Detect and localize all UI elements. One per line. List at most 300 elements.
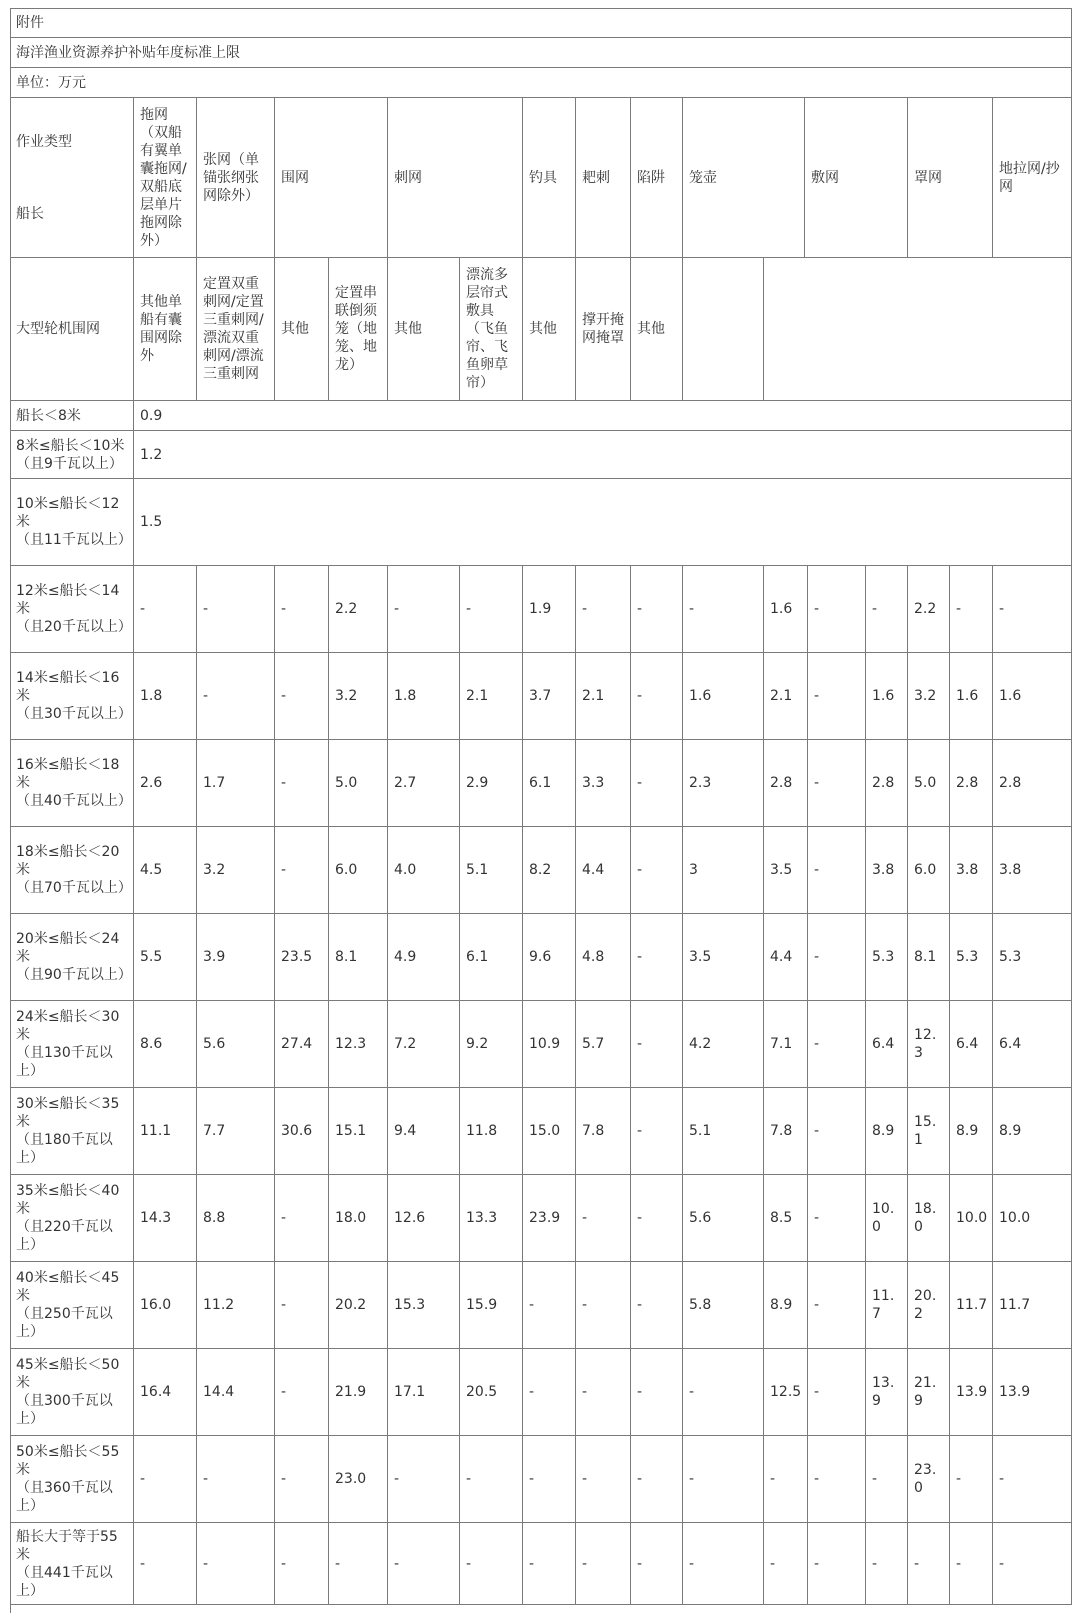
table-cell: [908, 653, 950, 740]
row-label: [10, 431, 134, 479]
table-cell-text: -: [140, 1555, 146, 1572]
table-cell: [576, 914, 631, 1001]
table-cell-text: -: [140, 1471, 146, 1487]
table-cell: [275, 1436, 329, 1523]
table-cell-text: -: [637, 1471, 643, 1487]
table-cell-text: -: [466, 601, 472, 617]
table-cell: [764, 1001, 808, 1088]
table-cell-text: 9.6: [529, 949, 552, 965]
header-type-7-text: 笼壶: [689, 169, 717, 186]
row-label-text: 20米≤船长＜24米 （且90千瓦以上）: [16, 931, 132, 983]
table-cell-text: 3.3: [582, 775, 605, 791]
table-cell-text: -: [529, 1384, 535, 1400]
table-cell-text: 1.9: [529, 601, 552, 617]
header-subtype-7: [576, 258, 631, 401]
table-cell-text: -: [203, 1555, 209, 1572]
table-cell: [866, 1523, 908, 1605]
table-cell-text: 13.3: [466, 1210, 498, 1226]
table-cell: [683, 653, 764, 740]
table-cell-text: -: [637, 775, 643, 791]
table-cell-text: 3.2: [203, 862, 226, 878]
row-label: [10, 1175, 134, 1262]
table-cell: [764, 1262, 808, 1349]
table-cell: [993, 1523, 1072, 1605]
table-cell-text: 20.2: [335, 1297, 367, 1313]
table-cell-text: 2.2: [914, 601, 937, 617]
table-cell: [197, 1436, 275, 1523]
table-cell-text: 6.0: [914, 862, 937, 878]
table-cell-text: 1.8: [394, 688, 417, 704]
table-cell: [576, 1175, 631, 1262]
table-cell-text: 9.4: [394, 1123, 417, 1139]
table-cell: [275, 1175, 329, 1262]
table-cell-text: -: [466, 1555, 472, 1572]
table-cell: [631, 653, 683, 740]
table-cell: [764, 914, 808, 1001]
header-corner-text: 作业类型 船长: [16, 133, 72, 222]
table-cell-text: -: [582, 1297, 588, 1313]
table-cell-text: -: [814, 775, 820, 791]
table-cell: [950, 1001, 993, 1088]
table-cell-text: 5.7: [582, 1036, 605, 1052]
header-subtype-7-text: 撑开掩网掩罩: [582, 312, 624, 346]
table-cell-text: 8.8: [203, 1210, 226, 1226]
table-cell: [631, 1436, 683, 1523]
table-cell: [950, 1436, 993, 1523]
merged-value-cell: [134, 479, 1072, 566]
table-cell: [275, 566, 329, 653]
table-cell: [764, 827, 808, 914]
table-cell: [523, 1088, 576, 1175]
table-cell-text: 5.6: [203, 1036, 226, 1052]
header-type-6-text: 陷阱: [637, 169, 665, 186]
table-cell: [808, 653, 866, 740]
table-cell: [576, 1349, 631, 1436]
row-label-text: 24米≤船长＜30米 （且130千瓦以上）: [16, 1009, 120, 1079]
table-cell: [631, 827, 683, 914]
table-cell-text: 2.7: [394, 775, 417, 791]
table-cell-text: 6.0: [335, 862, 358, 878]
table-cell: [764, 1523, 808, 1605]
table-cell: [908, 1175, 950, 1262]
table-cell: [197, 1349, 275, 1436]
header-type-1: [197, 98, 275, 258]
table-cell-text: 5.3: [956, 949, 979, 965]
table-cell-text: -: [281, 1384, 287, 1400]
table-cell-text: -: [814, 1123, 820, 1139]
table-cell: [631, 1088, 683, 1175]
table-cell: [808, 1523, 866, 1605]
table-cell: [866, 1001, 908, 1088]
table-cell: [808, 827, 866, 914]
table-cell-text: -: [872, 1555, 878, 1572]
table-cell: [576, 1262, 631, 1349]
table-cell-text: 1.7: [203, 775, 226, 791]
table-cell-text: 4.4: [582, 862, 605, 878]
row-label: [10, 566, 134, 653]
header-subtype-6: [523, 258, 576, 401]
table-cell-text: -: [529, 1471, 535, 1487]
table-cell-text: 5.3: [999, 949, 1022, 965]
table-cell-text: 7.8: [582, 1123, 605, 1139]
header-type-0: [134, 98, 197, 258]
table-cell-text: 10.0: [872, 1201, 895, 1235]
row-label: [10, 1001, 134, 1088]
table-cell-text: -: [582, 1555, 588, 1572]
table-cell: [631, 566, 683, 653]
table-cell: [683, 1088, 764, 1175]
table-cell-text: -: [281, 862, 287, 878]
table-cell: [993, 827, 1072, 914]
table-cell-text: -: [999, 1555, 1005, 1572]
table-cell-text: 14.3: [140, 1210, 172, 1226]
table-cell-text: -: [872, 1471, 878, 1487]
table-cell-text: -: [394, 1555, 400, 1572]
attachment-label: [10, 8, 1072, 38]
header-type-0-text: 拖网（双船有翼单囊拖网/双船底层单片拖网除外）: [140, 106, 187, 249]
table-cell: [460, 1175, 523, 1262]
table-cell-text: -: [956, 1471, 962, 1487]
table-cell-text: 2.8: [956, 775, 979, 791]
table-cell: [275, 1088, 329, 1175]
row-label-text: 35米≤船长＜40米 （且220千瓦以上）: [16, 1183, 120, 1253]
header-type-10-text: 地拉网/抄网: [999, 160, 1060, 195]
table-cell: [866, 740, 908, 827]
header-subtype-8-text: 其他: [637, 321, 665, 337]
table-cell: [275, 740, 329, 827]
table-cell-text: -: [281, 1210, 287, 1226]
table-cell-text: -: [637, 1123, 643, 1139]
table-cell-text: -: [281, 1297, 287, 1313]
table-cell: [993, 566, 1072, 653]
header-subtype-2: [275, 258, 329, 401]
table-cell-text: 11.7: [999, 1297, 1031, 1313]
table-cell: [950, 740, 993, 827]
table-cell: [329, 914, 388, 1001]
table-cell: [523, 827, 576, 914]
table-cell: [908, 1436, 950, 1523]
header-subtype-8: [631, 258, 683, 401]
table-cell: [460, 1436, 523, 1523]
merged-value-cell-text: 0.9: [140, 407, 163, 424]
table-cell-text: 15.9: [466, 1297, 498, 1313]
table-cell: [683, 740, 764, 827]
table-cell-text: 13.9: [999, 1384, 1031, 1400]
header-subtype-2-text: 其他: [281, 321, 309, 337]
table-cell-text: 15.1: [914, 1114, 937, 1148]
table-cell: [683, 1175, 764, 1262]
table-cell-text: 3: [689, 862, 698, 878]
table-cell-text: 8.6: [140, 1036, 163, 1052]
table-cell-text: 2.1: [582, 688, 605, 704]
table-cell-text: -: [637, 601, 643, 617]
table-cell-text: 1.6: [689, 688, 712, 704]
table-cell-text: 3.5: [770, 862, 793, 878]
table-cell-text: 8.9: [872, 1123, 895, 1139]
table-cell: [329, 1523, 388, 1605]
table-cell: [197, 1001, 275, 1088]
table-cell: [134, 653, 197, 740]
table-cell: [329, 1088, 388, 1175]
row-label-text: 45米≤船长＜50米 （且300千瓦以上）: [16, 1357, 120, 1427]
table-cell: [631, 740, 683, 827]
table-cell-text: 12.6: [394, 1210, 426, 1226]
table-cell: [134, 914, 197, 1001]
table-cell: [631, 1175, 683, 1262]
table-cell-text: 1.6: [770, 601, 793, 617]
table-cell-text: -: [814, 1471, 820, 1487]
table-cell-text: -: [203, 1471, 209, 1487]
table-cell-text: -: [956, 1555, 962, 1572]
table-cell: [993, 1349, 1072, 1436]
table-cell-text: 3.7: [529, 688, 552, 704]
table-cell: [460, 566, 523, 653]
table-cell-text: 2.9: [466, 775, 489, 791]
table-cell: [329, 653, 388, 740]
table-cell: [908, 1001, 950, 1088]
table-cell: [329, 1175, 388, 1262]
table-cell: [950, 1262, 993, 1349]
header-type-9: [908, 98, 993, 258]
table-cell: [683, 566, 764, 653]
table-cell: [683, 1523, 764, 1605]
row-label-text: 30米≤船长＜35米 （且180千瓦以上）: [16, 1096, 120, 1166]
table-cell: [460, 653, 523, 740]
table-cell: [275, 1349, 329, 1436]
table-cell: [764, 653, 808, 740]
table-cell-text: -: [281, 601, 287, 617]
table-cell: [993, 740, 1072, 827]
table-cell: [460, 1001, 523, 1088]
table-cell: [993, 1175, 1072, 1262]
merged-value-cell: [134, 431, 1072, 479]
header-subtype-6-text: 其他: [529, 321, 557, 337]
table-cell: [197, 1175, 275, 1262]
table-cell: [197, 653, 275, 740]
table-cell: [388, 914, 460, 1001]
table-cell-text: 18.0: [914, 1201, 937, 1235]
table-cell: [388, 1001, 460, 1088]
table-cell-text: -: [140, 601, 146, 617]
header-subtype-1: [197, 258, 275, 401]
table-cell: [523, 1175, 576, 1262]
header-type-5-text: 耙刺: [582, 169, 610, 186]
header-corner: [10, 98, 134, 258]
table-cell-text: 4.9: [394, 949, 417, 965]
header-type-7: [683, 98, 805, 258]
table-cell-text: 5.5: [140, 949, 163, 965]
table-cell-text: -: [814, 949, 820, 965]
table-cell: [576, 827, 631, 914]
table-cell: [134, 1523, 197, 1605]
table-cell: [808, 1175, 866, 1262]
header-type-8: [805, 98, 908, 258]
row-label: [10, 479, 134, 566]
table-cell: [950, 914, 993, 1001]
table-cell: [683, 827, 764, 914]
table-cell: [388, 1088, 460, 1175]
table-cell: [683, 1349, 764, 1436]
header-subtype-9: [683, 258, 764, 401]
table-cell: [866, 827, 908, 914]
table-cell: [866, 1088, 908, 1175]
table-cell-text: 3.8: [872, 862, 895, 878]
table-cell-text: 8.2: [529, 862, 552, 878]
table-cell: [576, 1001, 631, 1088]
row-label-text: 12米≤船长＜14米 （且20千瓦以上）: [16, 583, 132, 635]
table-cell-text: -: [814, 1210, 820, 1226]
table-cell: [576, 566, 631, 653]
table-cell: [388, 1523, 460, 1605]
table-cell: [329, 1001, 388, 1088]
row-label-text: 16米≤船长＜18米 （且40千瓦以上）: [16, 757, 132, 809]
table-cell-text: -: [770, 1471, 776, 1487]
table-cell: [808, 1262, 866, 1349]
table-cell: [523, 566, 576, 653]
table-cell-text: 2.1: [466, 688, 489, 704]
table-cell: [134, 1262, 197, 1349]
table-cell: [576, 1088, 631, 1175]
table-cell-text: -: [770, 1555, 776, 1572]
table-cell: [523, 1349, 576, 1436]
table-cell-text: -: [872, 601, 878, 617]
table-cell-text: 15.1: [335, 1123, 367, 1139]
table-cell: [329, 1349, 388, 1436]
table-cell-text: -: [637, 1297, 643, 1313]
table-cell: [523, 653, 576, 740]
table-cell-text: -: [814, 1036, 820, 1052]
table-cell: [275, 653, 329, 740]
table-cell-text: -: [637, 1210, 643, 1226]
table-cell: [866, 1175, 908, 1262]
header-subtype-1-text: 定置双重刺网/定置三重刺网/漂流双重刺网/漂流三重刺网: [203, 276, 264, 382]
table-cell-text: 2.1: [770, 688, 793, 704]
unit-label-text: 单位：万元: [16, 74, 86, 91]
table-cell-text: -: [956, 601, 962, 617]
table-cell-text: -: [281, 1555, 287, 1572]
table-cell: [388, 566, 460, 653]
table-cell-text: 21.9: [914, 1375, 937, 1409]
header-subtype-3-text: 定置串联倒须笼（地笼、地龙）: [335, 285, 377, 373]
header-subtype-0-text: 其他单船有囊围网除外: [140, 294, 182, 364]
table-cell-text: 3.8: [956, 862, 979, 878]
header-type-5: [576, 98, 631, 258]
table-cell-text: -: [394, 1471, 400, 1487]
table-cell: [993, 1001, 1072, 1088]
table-cell: [134, 740, 197, 827]
table-cell: [950, 1088, 993, 1175]
table-cell-text: 7.7: [203, 1123, 226, 1139]
table-cell-text: -: [203, 601, 209, 617]
table-cell-text: -: [689, 601, 695, 617]
table-cell-text: 2.3: [689, 775, 712, 791]
table-cell-text: 2.8: [872, 775, 895, 791]
row-label: [10, 827, 134, 914]
table-cell: [950, 827, 993, 914]
table-cell-text: 7.2: [394, 1036, 417, 1052]
row-label: [10, 1262, 134, 1349]
table-cell-text: 12.3: [335, 1036, 367, 1052]
header-subtype-4: [388, 258, 460, 401]
table-cell: [197, 827, 275, 914]
table-cell: [808, 1436, 866, 1523]
table-cell-text: -: [529, 1297, 535, 1313]
table-cell-text: -: [637, 1036, 643, 1052]
table-cell-text: -: [637, 862, 643, 878]
table-cell: [866, 914, 908, 1001]
table-cell: [866, 653, 908, 740]
table-cell-text: -: [582, 1471, 588, 1487]
table-cell-text: 8.5: [770, 1210, 793, 1226]
attachment-label-text: 附件: [16, 14, 44, 31]
row-label: [10, 914, 134, 1001]
header-type-8-text: 敷网: [811, 169, 839, 186]
header-type-4: [523, 98, 576, 258]
table-cell-text: 4.4: [770, 949, 793, 965]
table-cell: [197, 1523, 275, 1605]
table-cell: [329, 1436, 388, 1523]
table-cell: [866, 1349, 908, 1436]
table-cell-text: 23.0: [914, 1462, 937, 1496]
header-subtype-0: [134, 258, 197, 401]
table-cell: [275, 914, 329, 1001]
table-cell-text: -: [689, 1384, 695, 1400]
table-cell-text: 2.2: [335, 601, 358, 617]
table-cell-text: 6.4: [956, 1036, 979, 1052]
table-cell-text: -: [582, 1210, 588, 1226]
table-title-text: 海洋渔业资源养护补贴年度标准上限: [16, 44, 240, 61]
table-cell: [197, 1088, 275, 1175]
table-cell: [808, 566, 866, 653]
table-cell: [576, 1436, 631, 1523]
table-cell: [950, 566, 993, 653]
row-label-text: 10米≤船长＜12米 （且11千瓦以上）: [16, 496, 132, 548]
table-cell-text: 13.9: [956, 1384, 988, 1400]
table-cell-text: 16.4: [140, 1384, 172, 1400]
table-cell-text: 18.0: [335, 1210, 367, 1226]
table-cell: [808, 740, 866, 827]
table-cell: [134, 1001, 197, 1088]
table-cell-text: 9.2: [466, 1036, 489, 1052]
table-cell: [908, 1349, 950, 1436]
table-cell-text: 5.1: [466, 862, 489, 878]
table-cell-text: 8.9: [999, 1123, 1022, 1139]
table-cell-text: 15.3: [394, 1297, 426, 1313]
table-cell: [808, 1349, 866, 1436]
merged-value-cell-text: 1.2: [140, 446, 163, 463]
table-cell: [460, 1262, 523, 1349]
row-label-text: 14米≤船长＜16米 （且30千瓦以上）: [16, 670, 132, 722]
table-cell-text: 23.9: [529, 1210, 561, 1226]
table-cell: [950, 1523, 993, 1605]
header-subtype-3: [329, 258, 388, 401]
table-cell-text: 23.0: [335, 1471, 367, 1487]
table-cell-text: -: [689, 1555, 695, 1572]
table-cell-text: 6.4: [872, 1036, 895, 1052]
table-cell: [631, 1262, 683, 1349]
row-label: [10, 1349, 134, 1436]
table-cell-text: -: [281, 775, 287, 791]
table-cell: [866, 1436, 908, 1523]
unit-label: [10, 68, 1072, 98]
header-subtype-5-text: 漂流多层帘式敷具（飞鱼帘、飞鱼卵草帘）: [466, 267, 508, 391]
table-cell: [908, 827, 950, 914]
table-cell-text: 4.2: [689, 1036, 712, 1052]
table-cell-text: 23.5: [281, 949, 313, 965]
table-cell: [683, 1436, 764, 1523]
table-cell: [460, 1523, 523, 1605]
table-cell: [388, 827, 460, 914]
